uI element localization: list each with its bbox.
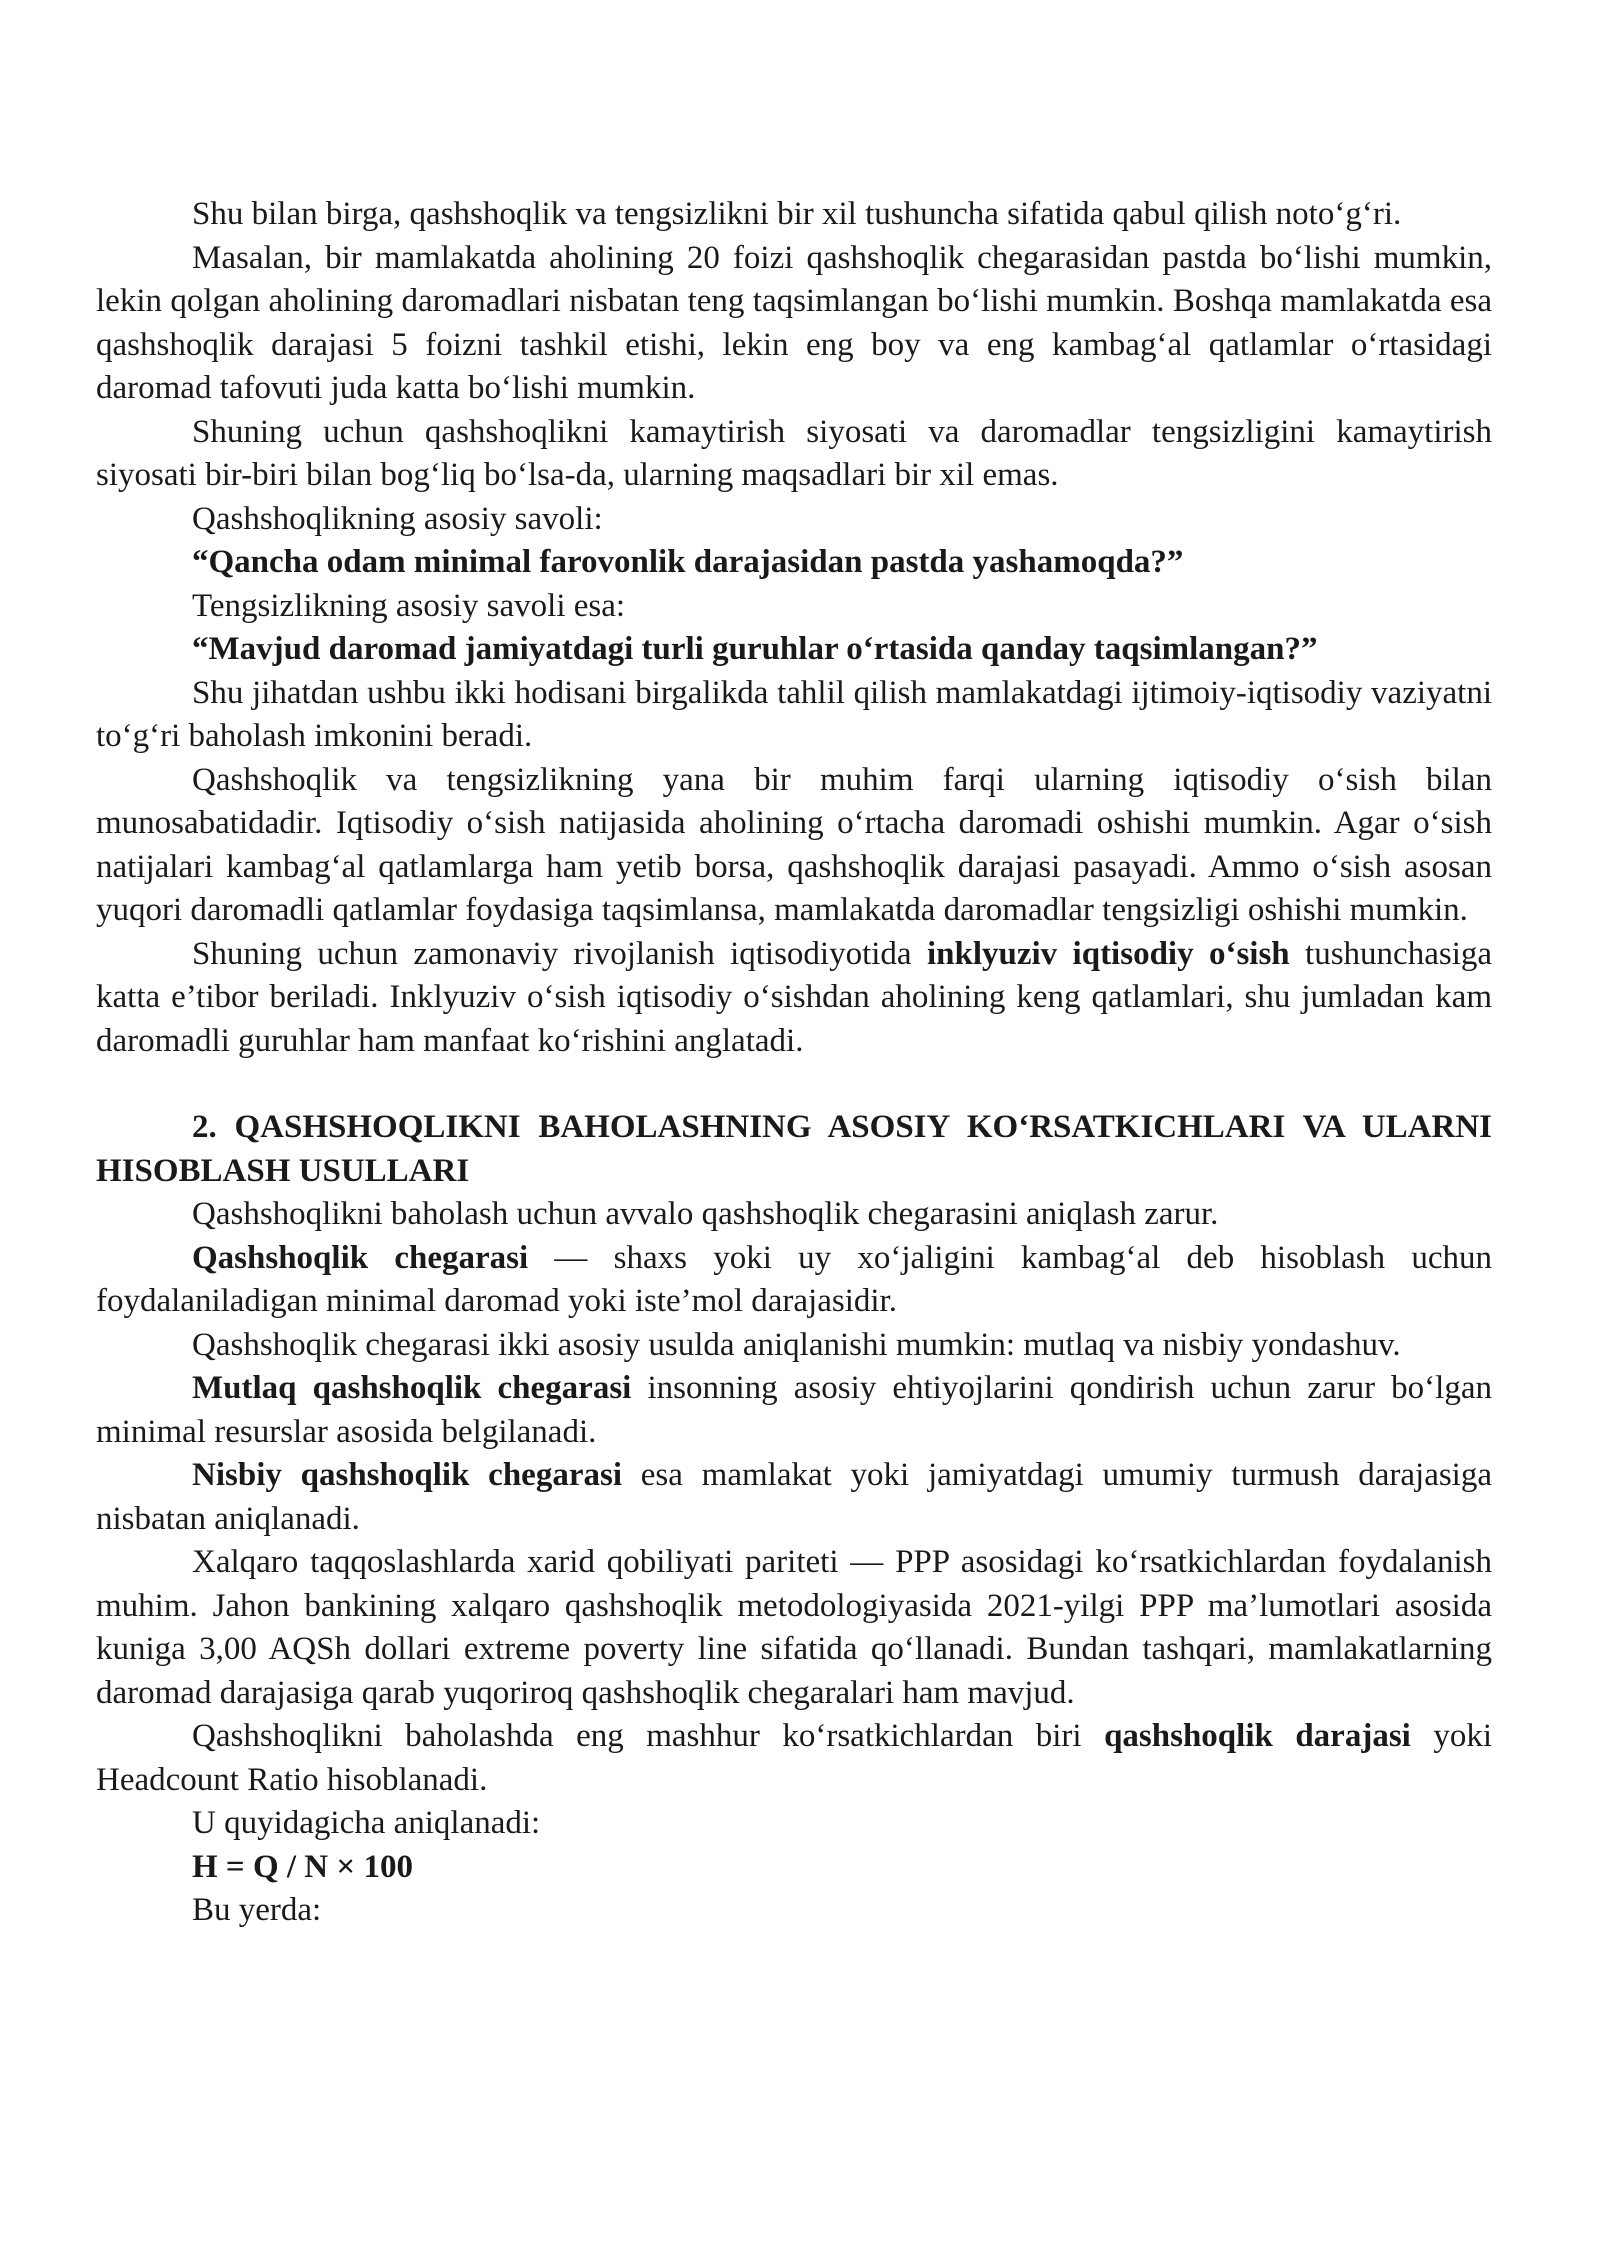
section-heading: 2. QASHSHOQLIKNI BAHOLASHNING ASOSIY KO‘RSATKICHLARI VA ULARNI HISOBLASH USULLARI <box>96 1109 1492 1189</box>
paragraph: Qashshoqlikni baholash uchun avvalo qashshoqlik chegarasini aniqlash zarur. <box>192 1196 1219 1232</box>
paragraph: Shuning uchun qashshoqlikni kamaytirish siyosati va daromadlar tengsizligini kamaytirish siyosati bir-biri bilan bog‘liq bo‘lsa-da, ularning maqsadlari bir xil emas. <box>96 413 1492 493</box>
paragraph: Qashshoqlik chegarasi ikki asosiy usulda aniqlanishi mumkin: mutlaq va nisbiy yondashuv. <box>192 1326 1401 1363</box>
bold-term: Qashshoqlik chegarasi <box>192 1239 529 1276</box>
paragraph: Qashshoqlik va tengsizlikning yana bir muhim farqi ularning iqtisodiy o‘sish bilan munosabatidadir. Iqtisodiy o‘sish natijasida aholining o‘rtacha daromadi oshishi mumkin. Agar o‘sish natijalari kambag‘al qatlamlarga ham yetib borsa, qashshoqlik darajasi pasayadi. Ammo o‘sish asosan yuqori daromadli qatlamlar foydasiga taqsimlansa, mamlakatda daromadlar tengsizligi oshishi mumkin. <box>96 761 1492 928</box>
paragraph: U quyidagicha aniqlanadi: <box>192 1805 541 1841</box>
spacer <box>96 1063 1492 1106</box>
bold-question <box>96 541 1492 585</box>
question-text: “Mavjud daromad jamiyatdagi turli guruhlar o‘rtasida qanday taqsimlangan?” <box>192 631 1318 667</box>
paragraph <box>96 933 1492 1064</box>
text-run: Qashshoqlikni baholashda eng mashhur ko‘rsatkichlardan biri <box>192 1718 1105 1754</box>
bold-term: qashshoqlik darajasi <box>1104 1718 1411 1754</box>
question-text: “Qancha odam minimal farovonlik darajasidan pastda yashamoqda?” <box>192 544 1184 580</box>
paragraph <box>96 1237 1492 1324</box>
paragraph <box>96 1367 1492 1454</box>
paragraph: Shu jihatdan ushbu ikki hodisani birgalikda tahlil qilish mamlakatdagi ijtimoiy-iqtisodiy vaziyatni to‘g‘ri baholash imkonini beradi. <box>96 674 1492 754</box>
bold-term: Nisbiy qashshoqlik chegarasi <box>192 1457 622 1493</box>
paragraph <box>96 1454 1492 1541</box>
paragraph: Tengsizlikning asosiy savoli esa: <box>192 587 626 624</box>
text-run: esa mamlakat yoki jamiyatdagi umumiy turmush darajasiga nisbatan aniqlanadi. <box>96 1457 1492 1537</box>
paragraph: Xalqaro taqqoslashlarda xarid qobiliyati pariteti — PPP asosidagi ko‘rsatkichlardan foydalanish muhim. Jahon bankining xalqaro qashshoqlik metodologiyasida 2021-yilgi PPP ma’lumotlari asosida kuniga 3,00 AQSh dollari extreme poverty line sifatida qo‘llanadi. Bundan tashqari, mamlakatlarning daromad darajasiga qarab yuqoriroq qashshoqlik chegaralari ham mavjud. <box>96 1544 1492 1711</box>
bold-question <box>96 628 1492 672</box>
paragraph <box>96 1715 1492 1802</box>
bold-term: inklyuziv iqtisodiy o‘sish <box>926 935 1290 972</box>
text-run: insonning asosiy ehtiyojlarini qondirish uchun zarur bo‘lgan minimal resurslar asosida belgilanadi. <box>96 1370 1492 1450</box>
text-run: Shuning uchun zamonaviy rivojlanish iqtisodiyotida <box>192 935 927 972</box>
paragraph: Bu yerda: <box>192 1892 322 1928</box>
formula-text: H = Q / N × 100 <box>192 1848 413 1885</box>
bold-term: Mutlaq qashshoqlik chegarasi <box>192 1370 632 1406</box>
page-content <box>96 193 1492 1933</box>
text-run: tushunchasiga katta e’tibor beriladi. Inklyuziv o‘sish iqtisodiy o‘sishdan aholining keng qatlamlari, shu jumladan kam daromadli guruhlar ham manfaat ko‘rishini anglatadi. <box>96 935 1493 1059</box>
paragraph: Masalan, bir mamlakatda aholining 20 foizi qashshoqlik chegarasidan pastda bo‘lishi mumkin, lekin qolgan aholining daromadlari nisbatan teng taqsimlangan bo‘lishi mumkin. Boshqa mamlakatda esa qashshoqlik darajasi 5 foizni tashkil etishi, lekin eng boy va eng kambag‘al qatlamlar o‘rtasidagi daromad tafovuti juda katta bo‘lishi mumkin. <box>96 239 1492 406</box>
paragraph: Qashshoqlikning asosiy savoli: <box>192 500 603 537</box>
text-run: yoki Headcount Ratio hisoblanadi. <box>96 1718 1492 1798</box>
text-run: — shaxs yoki uy xo‘jaligini kambag‘al deb hisoblash uchun foydalaniladigan minimal daromad yoki iste’mol darajasidir. <box>96 1239 1492 1319</box>
formula <box>96 1846 1492 1890</box>
paragraph: Shu bilan birga, qashshoqlik va tengsizlikni bir xil tushuncha sifatida qabul qilish noto‘g‘ri. <box>192 196 1402 232</box>
